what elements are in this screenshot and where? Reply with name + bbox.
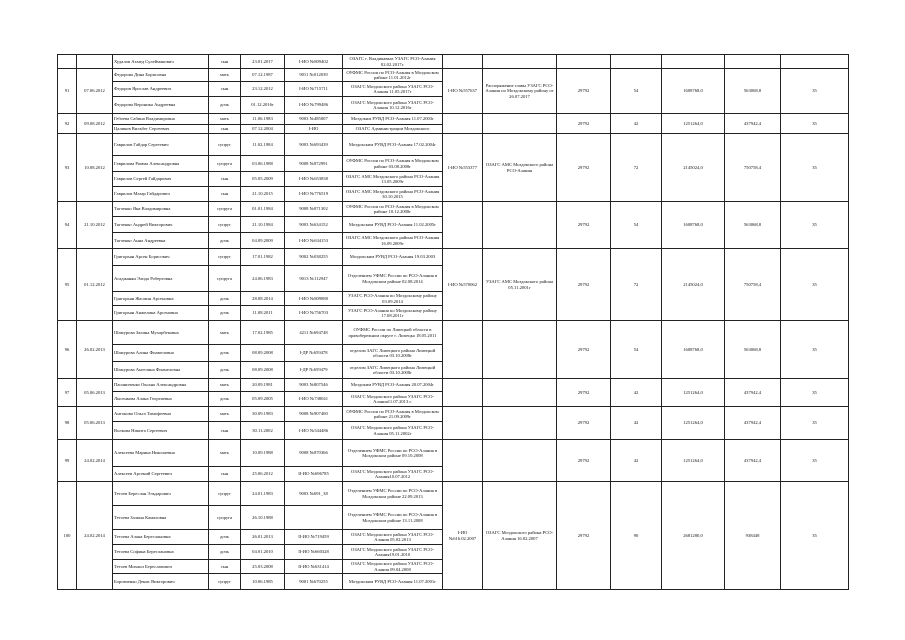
member-birthdate: 03.06.1988 [241,156,285,172]
record-number: 100 [58,482,77,590]
member-name: Агаджанян Элида Робертовна [113,266,209,292]
table-row [58,407,849,422]
member-document: 9001 №670255 [285,574,343,590]
member-document: I-ДР №659478 [285,345,343,362]
member-document: II-ИО №696785 [285,467,343,482]
record-number: 92 [58,114,77,134]
member-issuer: Отделением УФМС России по РСО-Алания в Моздокском районе 09.10.2008 [343,440,443,467]
housing-document [443,440,483,482]
member-issuer: УЗАГС РСО-Алания по Моздокскому району 17.08.2011г [343,306,443,321]
member-relation: супруга [209,266,241,292]
member-relation: мать [209,379,241,392]
member-issuer: Моздокским РУВД РСО-Алания 11.07.2001г [343,574,443,590]
record-date: 01.12.2012 [77,249,113,321]
value-b: 72 [611,134,662,202]
member-relation: супруг [209,249,241,266]
record-number: 95 [58,249,77,321]
member-issuer: ОУФМС России по РСО-Алания в Моздокском районе 03.08.2008г [343,156,443,172]
member-relation: мать [209,69,241,82]
member-issuer: ОУФМС России по Липецкой области в правобережном округе г. Липецка 18.05.2011 [343,321,443,345]
table-row [58,114,849,125]
value-e: 35 [781,249,849,321]
housing-document [443,114,483,134]
value-d: 563068,8 [725,202,781,249]
member-document: II-ИО №719459 [285,530,343,545]
table-row [58,379,849,392]
member-birthdate: 04.01.2010 [241,545,285,560]
value-b: 42 [611,114,662,134]
member-name: Тягченко Анна Андреевна [113,233,209,249]
record-notes [483,440,557,482]
value-a: 29792 [557,440,611,482]
value-b: 42 [611,440,662,482]
member-issuer: Моздоким РУВД РСО-Алания 20.07.2004г [343,379,443,392]
member-document: I-ИО №756703 [285,306,343,321]
record-notes: ОЗАГС АМС Моздокского района РСО-Алания [483,134,557,202]
value-d [725,55,781,69]
record-notes [483,407,557,440]
value-a: 29792 [557,379,611,407]
member-issuer: ОЗАГС Моздокского района УЗАГС РСО-Алания10.07.2012 [343,467,443,482]
member-issuer: ОУФМС России по РСО-Алания в Моздокском районе 21.09.2009г [343,407,443,422]
member-relation: сын [209,560,241,574]
value-e: 35 [781,379,849,407]
value-e: 35 [781,134,849,202]
member-birthdate: 25.03.2008 [241,560,285,574]
member-relation: дочь [209,392,241,407]
value-c: 2145024,0 [662,249,725,321]
member-name: Федорова Дина Борисовна [113,69,209,82]
housing-document: I-ИО №570062 [443,249,483,321]
member-issuer: ОЗАГС АМС Моздокского района РСО-Алания 16.09.2009г [343,233,443,249]
member-name: Лысенкова Алана Георгиевна [113,392,209,407]
member-issuer: Моздокским РУВД РСО-Алания 19.03.2003 [343,249,443,266]
value-a: 29792 [557,407,611,440]
value-d: 938448 [725,482,781,590]
member-document: I-ИО №715711 [285,82,343,97]
table-row [58,202,849,217]
member-issuer: ОЗАГС Моздокского района УЗАГС РСО-Алания11.07.2013 г. [343,392,443,407]
record-notes [483,114,557,134]
member-document: 9003 №807546 [285,379,343,392]
member-relation: сын [209,467,241,482]
member-relation: мать [209,321,241,345]
member-issuer: ОЗАГС Моздокского района УЗАГС РСО-Алания 09.04.2008 [343,560,443,574]
housing-document: I-ИО №557637 [443,69,483,114]
value-b: 54 [611,321,662,379]
member-issuer: ОУФМС России по РСО-Алания в Моздокском районе 10.12.2008г [343,202,443,217]
value-b: 54 [611,202,662,249]
housing-document [443,202,483,249]
record-notes [483,321,557,379]
housing-document: I-ИО №616.02.2007 [443,482,483,590]
value-e [781,55,849,69]
member-issuer: отделом ЗАГС Липецкого района Липецкой области 03.10.2008г [343,362,443,379]
member-name: Гаврилов Гайдар Сергеевич [113,134,209,156]
member-name: Тетоева Софина Береслановна [113,545,209,560]
member-relation: мать [209,440,241,467]
record-notes [483,202,557,249]
member-document: I-ДР №659479 [285,362,343,379]
member-name: Худалов Ахмед Сулейманович [113,55,209,69]
housing-document: I-ИО №553377 [443,134,483,202]
member-birthdate: 11.06.1983 [241,114,285,125]
table-row [58,69,849,82]
member-issuer: УЗАГС РСО-Алания по Моздокскому району 03.09.2014 [343,292,443,306]
member-name: Алексеева Марина Николаевна [113,440,209,467]
member-birthdate: 23.01.2017 [241,55,285,69]
record-number [58,55,77,69]
member-document: I-ИО [285,125,343,134]
record-number: 96 [58,321,77,379]
value-e: 35 [781,202,849,249]
record-date: 05.06.2013 [77,407,113,440]
member-birthdate: 21.10.1984 [241,217,285,233]
member-birthdate: 05.09.2005 [241,392,285,407]
record-number: 97 [58,379,77,407]
record-date: 05.06.2013 [77,379,113,407]
member-relation: дочь [209,292,241,306]
member-relation: дочь [209,97,241,114]
member-birthdate: 26.01.2013 [241,530,285,545]
member-name: Тетоева Залина Камаловна [113,506,209,530]
value-c: 1608768,0 [662,202,725,249]
member-document: 9003 №485007 [285,114,343,125]
member-issuer: ОЗАГС Моздокского района УЗАГС РСО-Алания19.01.2010 [343,545,443,560]
member-birthdate: 23.12.2012 [241,82,285,97]
record-number: 99 [58,440,77,482]
member-document: I-ИО №799486 [285,97,343,114]
member-relation: дочь [209,545,241,560]
table-row [58,134,849,156]
value-a: 29792 [557,321,611,379]
member-name: Федоров Ярослав Андреевич [113,82,209,97]
value-a: 29792 [557,69,611,114]
member-name: Гаврилова Римма Александровна [113,156,209,172]
member-relation: супруга [209,156,241,172]
member-issuer: Моздокским РУВД РСО-Алания 11.02.2005г [343,217,443,233]
member-birthdate: 24.06.1983 [241,266,285,292]
table-row [58,440,849,467]
member-document: 4211 №694748 [285,321,343,345]
record-date [77,55,113,69]
value-a: 29792 [557,114,611,134]
member-document: I-ИО №653830 [285,172,343,187]
member-document: I-ИО №634153 [285,233,343,249]
member-issuer: ОЗАГС Моздокского района УЗАГС РСО-Алания 10.12.2016г [343,97,443,114]
record-date: 10.08.2012 [77,134,113,202]
member-birthdate: 30.09.1983 [241,407,285,422]
member-relation: дочь [209,233,241,249]
member-birthdate: 17.02.1985 [241,321,285,345]
member-birthdate: 26.10.1988 [241,506,285,530]
member-relation: сын [209,82,241,97]
housing-document [443,379,483,407]
value-d: 437942,4 [725,440,781,482]
record-notes: Распоряжение главы УЗАГС РСО-Алания по Моздокскому району от 26.07.2017 [483,69,557,114]
value-e: 35 [781,440,849,482]
record-notes [483,379,557,407]
member-issuer: Моздоким РУВД РСО-Алания 11.07.2003г [343,114,443,125]
record-date: 24.02.2014 [77,482,113,590]
member-issuer: ОЗАГС Моздокского района УЗАГС РСО-Алания 11.05.2017г [343,82,443,97]
member-relation: мать [209,407,241,422]
record-date: 07.06.2012 [77,69,113,114]
value-e: 35 [781,407,849,440]
member-name: Тетоев Михаил Береславович [113,560,209,574]
value-c: 1251264,0 [662,379,725,407]
member-relation: супруга [209,506,241,530]
value-b: 42 [611,379,662,407]
record-notes [483,55,557,69]
member-relation: дочь [209,306,241,321]
member-issuer: ОЗАГС Администрации Моздокского [343,125,443,134]
member-issuer: ОЗАГС Моздокского района УЗАГС РСО-Алания 05.02.2013 [343,530,443,545]
member-relation: дочь [209,362,241,379]
value-e: 35 [781,69,849,114]
member-name: Шамурова Залина Мухарбековна [113,321,209,345]
value-d: 563068,8 [725,69,781,114]
member-name: Григорьян Арсен Борисович [113,249,209,266]
member-name: Боровченко Денис Викторович [113,574,209,590]
value-c [662,55,725,69]
value-c: 2145024,0 [662,134,725,202]
member-document: I-ИО №738041 [285,392,343,407]
member-birthdate: 08.09.2008 [241,345,285,362]
member-birthdate: 04.09.2009 [241,233,285,249]
member-name: Тягченко Андрей Викторович [113,217,209,233]
value-a: 29792 [557,202,611,249]
member-relation: супруг [209,217,241,233]
value-c: 2681280,0 [662,482,725,590]
member-birthdate: 01.12.2016г [241,97,285,114]
member-document: 9008 №870366 [285,440,343,467]
member-birthdate: 08.09.2008 [241,362,285,379]
value-e: 35 [781,482,849,590]
member-relation: сын [209,125,241,134]
member-name: Алексеев Арсений Сергеевич [113,467,209,482]
member-document: 9003 №693439 [285,134,343,156]
member-birthdate: 20.09.1981 [241,379,285,392]
value-d: 437942,4 [725,114,781,134]
member-document: I-ИО №809402 [285,55,343,69]
member-document [285,506,343,530]
record-number: 98 [58,407,77,440]
member-birthdate: 11.08.2011 [241,306,285,321]
member-name: Федорова Вероника Андреевна [113,97,209,114]
member-document: I-ИО №544486 [285,422,343,440]
member-issuer: ОЗАГС г. Владикавказ УЗАГС РСО-Алания 02.02.2017г. [343,55,443,69]
value-b: 42 [611,407,662,440]
member-document: 9011 №012039 [285,69,343,82]
member-relation: дочь [209,530,241,545]
member-document: II-ИО №631414 [285,560,343,574]
value-b: 72 [611,249,662,321]
member-relation: супруг [209,134,241,156]
record-date: 24.02.2014 [77,440,113,482]
member-relation: мать [209,114,241,125]
table-row [58,482,849,506]
member-document: 9003 №634152 [285,217,343,233]
member-document: 9002 №038255 [285,249,343,266]
member-issuer: Моздокским РУВД РСО-Алания 17.02.2004г [343,134,443,156]
member-relation: сын [209,187,241,202]
housing-document [443,407,483,440]
member-birthdate: 01.01.1984 [241,202,285,217]
member-document: I-ИО №776519 [285,187,343,202]
record-date: 09.08.2012 [77,114,113,134]
registry-table [57,54,849,590]
member-relation: супруг [209,574,241,590]
member-relation: дочь [209,345,241,362]
member-name: Тетоева Алана Береслановна [113,530,209,545]
member-name: Гаврилов Сергей Гайдарович [113,172,209,187]
member-issuer: Отделением УФМС России по РСО-Алания в Моздокском районе 13.11.2008 [343,506,443,530]
member-issuer: Отделением УФМС России по РСО-Алания в Моздокском районе 02.08.2014 [343,266,443,292]
record-number: 94 [58,202,77,249]
value-b [611,55,662,69]
value-c: 1608768,0 [662,69,725,114]
member-relation: сын [209,172,241,187]
member-name: Гебоева Сабина Владимировна [113,114,209,125]
value-c: 1251264,0 [662,114,725,134]
member-birthdate: 10.09.1988 [241,440,285,467]
value-d: 563068,8 [725,321,781,379]
member-birthdate: 24.01.1983 [241,482,285,506]
member-document: 9008 №871302 [285,202,343,217]
member-name: Шамурова Ангелина Фиамеловна [113,362,209,379]
value-e: 35 [781,321,849,379]
value-a [557,55,611,69]
member-name: Шамурова Алина Фиамеловна [113,345,209,362]
value-d: 437942,4 [725,379,781,407]
table-row [58,55,849,69]
member-relation: супруг [209,482,241,506]
member-issuer: ОЗАГС Моздокского района УЗАГС РСО-Алания 05.11.2002г [343,422,443,440]
value-d: 750758,4 [725,134,781,202]
value-d: 750758,4 [725,249,781,321]
member-birthdate: 07.12.2004 [241,125,285,134]
member-birthdate: 30.11.2002 [241,422,285,440]
member-document: 9008 №872991 [285,156,343,172]
member-relation: сын [209,422,241,440]
housing-document [443,55,483,69]
member-relation: сын [209,55,241,69]
housing-document [443,321,483,379]
member-document: 9013 №112947 [285,266,343,292]
member-issuer: отделом ЗАГС Липецкого района Липецкой области 03.10.2008г [343,345,443,362]
member-name: Пасиниченко Оксана Александровна [113,379,209,392]
member-birthdate: 25.06.2012 [241,467,285,482]
registry-body [58,55,849,590]
member-birthdate: 10.06.1985 [241,574,285,590]
member-name: Тягченко Яна Владимировна [113,202,209,217]
value-b: 54 [611,69,662,114]
member-name: Волкова Никита Сергеевич [113,422,209,440]
record-number: 91 [58,69,77,114]
member-birthdate: 07.12.1987 [241,69,285,82]
value-a: 29792 [557,249,611,321]
value-d: 437942,4 [725,407,781,440]
member-issuer: ОЗАГС АМС Моздокского района РСО-Алания 13.05.2009г [343,172,443,187]
member-issuer: ОУФМС России по РСО-Алания в Моздокском районе 11.01.2012г [343,69,443,82]
member-document: 9008 №907400 [285,407,343,422]
member-birthdate: 11.02.1984 [241,134,285,156]
record-number: 93 [58,134,77,202]
member-name: Цаликов Вильбег Сергеевич [113,125,209,134]
member-name: Гаврилов Мазар Гайдарович [113,187,209,202]
member-document: II-ИО №660328 [285,545,343,560]
table-row [58,321,849,345]
member-relation: супруга [209,202,241,217]
member-name: Антонова Ольга Тимофеевна [113,407,209,422]
value-c: 1251264,0 [662,440,725,482]
member-issuer: Отделением УФМС России по РСО-Алания в Моздокском районе 22.09.2013 [343,482,443,506]
record-date: 26.02.2013 [77,321,113,379]
member-birthdate: 17.01.1982 [241,249,285,266]
record-date: 21.10.2012 [77,202,113,249]
record-notes: УЗАГС АМС Моздокского района 05.11.2001г [483,249,557,321]
member-document: 9003 №691_38 [285,482,343,506]
member-name: Тетоев Береслан Эльдарович [113,482,209,506]
member-name: Григорьян Анжелина Арсеновна [113,306,209,321]
value-c: 1251264,0 [662,407,725,440]
member-birthdate: 05.05.2009 [241,172,285,187]
value-e: 35 [781,114,849,134]
value-a: 29792 [557,134,611,202]
table-row [58,249,849,266]
record-notes: ОЗАГС Моздокского района РСО-Алания 16.02.2007 [483,482,557,590]
value-a: 29792 [557,482,611,590]
value-b: 90 [611,482,662,590]
member-document: I-ИО №809880 [285,292,343,306]
member-name: Григорьян Жасмин Арсеновна [113,292,209,306]
member-issuer: ОЗАГС АМС Моздокского района РСО-Алания 30.10.2015 [343,187,443,202]
value-c: 1608768,0 [662,321,725,379]
member-birthdate: 21.10.2015 [241,187,285,202]
member-birthdate: 28.08.2014 [241,292,285,306]
